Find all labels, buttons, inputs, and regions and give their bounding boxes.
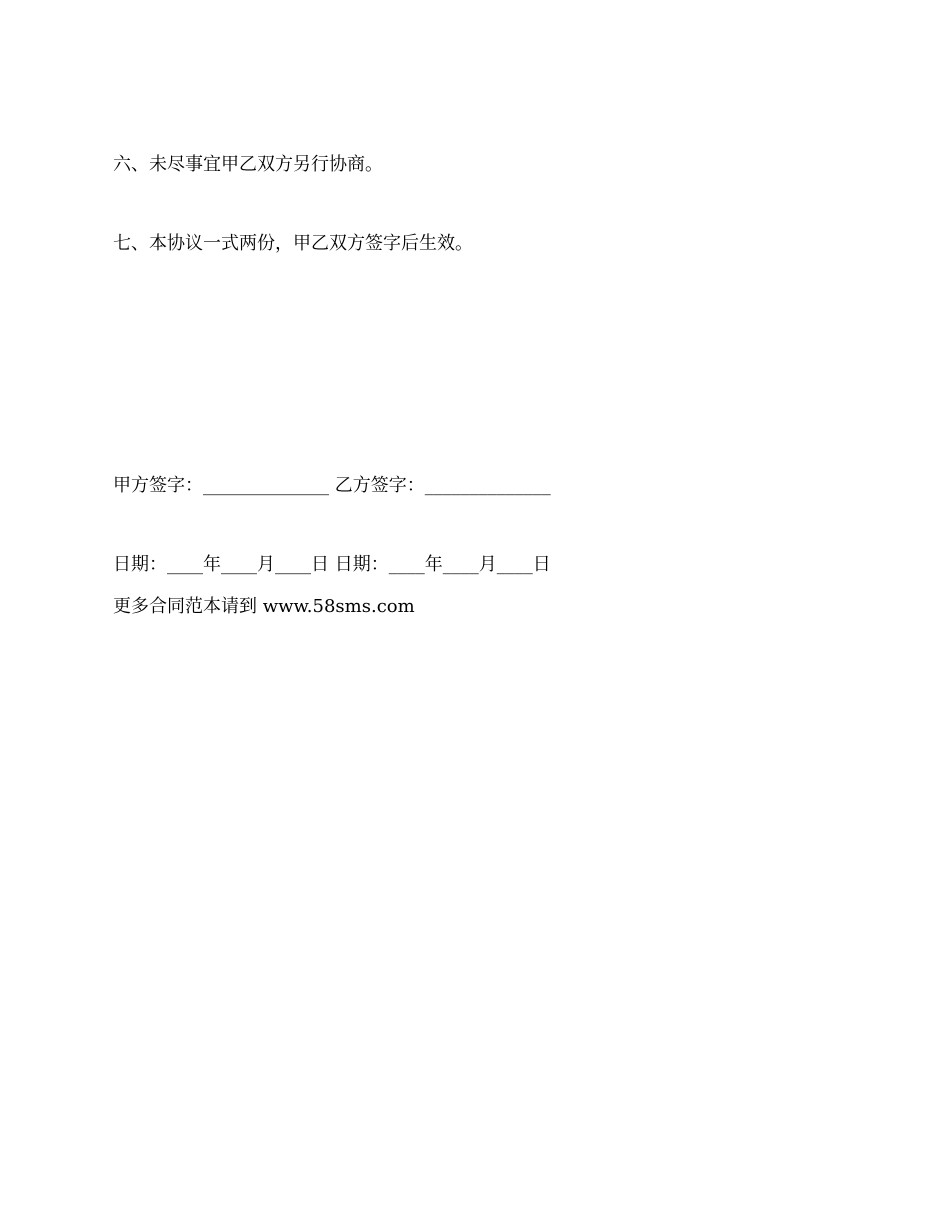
clause-6: 六、未尽事宜甲乙双方另行协商。 xyxy=(113,154,383,175)
clause-7: 七、本协议一式两份，甲乙双方签字后生效。 xyxy=(113,233,473,254)
signature-line: 甲方签字：______________ 乙方签字：______________ xyxy=(113,475,551,496)
footer-link-text: 更多合同范本请到 www.58sms.com xyxy=(113,596,415,617)
date-line: 日期：____年____月____日 日期：____年____月____日 xyxy=(113,554,551,575)
